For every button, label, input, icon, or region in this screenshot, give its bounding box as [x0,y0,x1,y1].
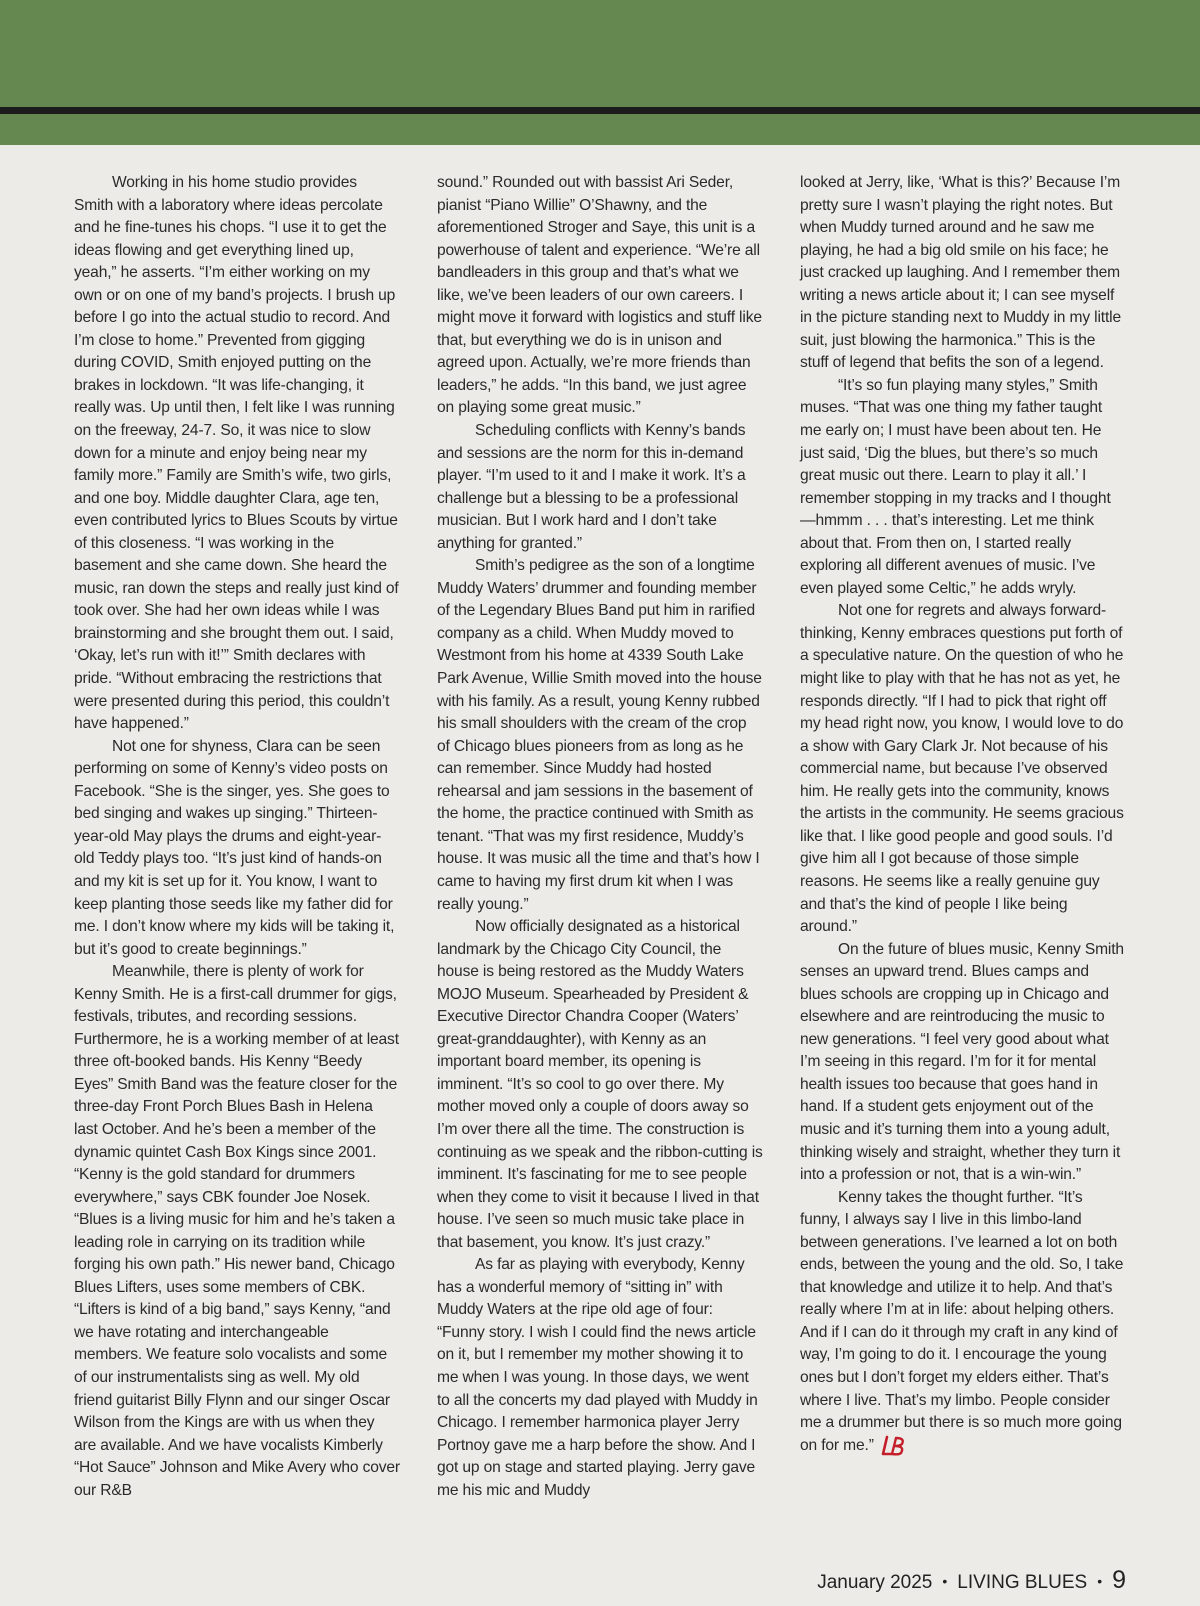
header-rule [0,107,1200,114]
paragraph-final [800,1187,1126,1458]
paragraph-final-text: Kenny takes the thought further. “It’s funny, I always say I live in this limbo-land between generations. I’ve learned a lot on both ends, between the young and the old. So, I take that knowledge and utilize it to help. And that’s really where I’m at in life: about helping others. And if I can do it through my craft in any kind of way, I’m going to do it. I encourage the young ones but I don’t forget my elders either. That’s where I live. That’s my limbo. People consider me a drummer but there is so much more going on for me.” [800,1188,1124,1454]
paragraph: Now officially designated as a historical landmark by the Chicago City Council, the house is being restored as the Muddy Waters MOJO Museum. Spearheaded by President & Executive Director Chandra Cooper (Waters’ great-granddaughter), with Kenny as an important board member, its opening is imminent. “It’s so cool to go over there. My mother moved only a couple of doors away so I’m over there all the time. The construction is continuing as we speak and the ribbon-cutting is imminent. It’s fascinating for me to see people when they come to visit it because I lived in that house. I’ve seen so much music take place in that basement, you know. It’s just crazy.” [437,918,763,1251]
paragraph: looked at Jerry, like, ‘What is this?’ Because I’m pretty sure I wasn’t playing the right notes. But when Muddy turned around and he saw me playing, he had a big old smile on his face; he just cracked up laughing. And I remember them writing a news article about it; I can see myself in the picture standing next to Muddy in my little suit, just blowing the harmonica.” This is the stuff of legend that befits the son of a legend. [800,174,1122,372]
paragraph: “It’s so fun playing many styles,” Smith muses. “That was one thing my father taught me early on; I must have been about ten. He just said, ‘Dig the blues, but there’s so much great music out there. Learn to play it all.’ I remember stopping in my tracks and I thought—hmmm . . . that’s interesting. Let me think about that. From then on, I started really exploring all different avenues of music. I’ve even played some Celtic,” he adds wryly. [800,376,1111,597]
page-footer [817,1566,1126,1595]
magazine-name: LIVING BLUES [957,1572,1088,1593]
footer-separator: • [1097,1573,1103,1589]
paragraph: sound.” Rounded out with bassist Ari Seder, pianist “Piano Willie” O’Shawny, and the aforementioned Stroger and Saye, this unit is a powerhouse of talent and experience. “We’re all bandleaders in this group and that’s what we like, we’ve been leaders of our own careers. I might move it forward with logistics and stuff like that, but everything we do is in unison and agreed upon. Actually, we’re more friends than leaders,” he adds. “In this band, we just agree on playing some great music.” [437,174,762,417]
paragraph: On the future of blues music, Kenny Smith senses an upward trend. Blues camps and blues schools are cropping up in Chicago and elsewhere and are reintroducing the music to new generations. “I feel very good about what I’m seeing in this regard. I’m for it for mental health issues too because that goes hand in hand. If a student gets enjoyment out of the music and it’s turning them into a young adult, thinking wisely and straight, whether they turn it into a profession or not, that is a win-win.” [800,940,1124,1184]
paragraph: Not one for regrets and always forward-thinking, Kenny embraces questions put forth of a speculative nature. On the question of who he might like to play with that he has not as yet, he responds directly. “If I had to pick that right off my head right now, you know, I would love to do a show with Gary Clark Jr. Not because of his commercial name, but because I’ve observed him. He really gets into the community, knows the artists in the community. He seems gracious like that. I like good people and good souls. I’d give him all I got because of those simple reasons. He seems like a really genuine guy and that’s the kind of people I like being around.” [800,602,1124,936]
paragraph: Scheduling conflicts with Kenny’s bands and sessions are the norm for this in-demand player. “I’m used to it and I make it work. It’s a challenge but a blessing to be a professional musician. But I work hard and I don’t take anything for granted.” [437,422,746,552]
header-band [0,0,1200,145]
column-2 [437,172,763,1502]
article-body [74,172,1126,1502]
paragraph: Meanwhile, there is plenty of work for Kenny Smith. He is a first-call drummer for gigs, festivals, tributes, and recording sessions. Furthermore, he is a working member of at least three oft-booked bands. His Kenny “Beedy Eyes” Smith Band was the feature closer for the three-day Front Porch Blues Bash in Helena last October. And he’s been a member of the dynamic quintet Cash Box Kings since 2001. “Kenny is the gold standard for drummers everywhere,” says CBK founder Joe Nosek. “Blues is a living music for him and he’s taken a leading role in carrying on its tradition while forging his own path.” His newer band, Chicago Blues Lifters, uses some members of CBK. “Lifters is kind of a big band,” says Kenny, “and we have rotating and interchangeable members. We feature solo vocalists and some of our instrumentalists sing as well. My old friend guitarist Billy Flynn and our singer Oscar Wilson from the Kings are with us when they are available. And we have vocalists Kimberly “Hot Sauce” Johnson and Mike Avery who cover our R&B [74,963,400,1499]
paragraph: Not one for shyness, Clara can be seen performing on some of Kenny’s video posts on Facebook. “She is the singer, yes. She goes to bed singing and wakes up singing.” Thirteen-year-old May plays the drums and eight-year-old Teddy plays too. “It’s just kind of hands-on and my kit is set up for it. You know, I want to keep planting those seeds like my father did for me. I don’t know where my kids will be taking it, but it’s good to create beginnings.” [74,737,395,958]
paragraph: Smith’s pedigree as the son of a longtime Muddy Waters’ drummer and founding member of the Legendary Blues Band put him in rarified company as a child. When Muddy moved to Westmont from his home at 4339 South Lake Park Avenue, Willie Smith moved into the house with his family. As a result, young Kenny rubbed his small shoulders with the cream of the crop of Chicago blues pioneers from as long as he can remember. Since Muddy had hosted rehearsal and jam sessions in the basement of the home, the practice continued with Smith as tenant. “That was my first residence, Muddy’s house. It was music all the time and that’s how I came to having my first drum kit when I was really young.” [437,557,762,913]
page-number: 9 [1112,1566,1126,1594]
paragraph: Working in his home studio provides Smith with a laboratory where ideas percolate and he fine-tunes his chops. “I use it to get the ideas flowing and get everything lined up, yeah,” he asserts. “I’m either working on my own or on one of my band’s projects. I brush up before I go into the actual studio to record. And I’m close to home.” Prevented from gigging during COVID, Smith enjoyed putting on the brakes in lockdown. “It was life-changing, it really was. Up until then, I felt like I was running on the freeway, 24-7. So, it was nice to slow down for a minute and enjoy being near my family more.” Family are Smith’s wife, two girls, and one boy. Middle daughter Clara, age ten, even contributed lyrics to Blues Scouts by virtue of this closeness. “I was working in the basement and she came down. She heard the music, ran down the steps and really just kind of took over. She had her own ideas while I was brainstorming and she brought them out. I said, ‘Okay, let’s run with it!’” Smith declares with pride. “Without embracing the restrictions that were presented during this period, this couldn’t have happened.” [74,174,399,733]
paragraph: As far as playing with everybody, Kenny has a wonderful memory of “sitting in” with Muddy Waters at the ripe old age of four: “Funny story. I wish I could find the news article on it, but I remember my mother showing it to me when I was young. In those days, we went to all the concerts my dad played with Muddy in Chicago. I remember harmonica player Jerry Portnoy gave me a harp before the show. And I got up on stage and started playing. Jerry gave me his mic and Muddy [437,1256,758,1499]
living-blues-end-mark-icon [880,1435,908,1457]
issue-date: January 2025 [817,1572,933,1593]
footer-separator: • [942,1573,948,1589]
column-3 [800,172,1126,1502]
column-1 [74,172,400,1502]
